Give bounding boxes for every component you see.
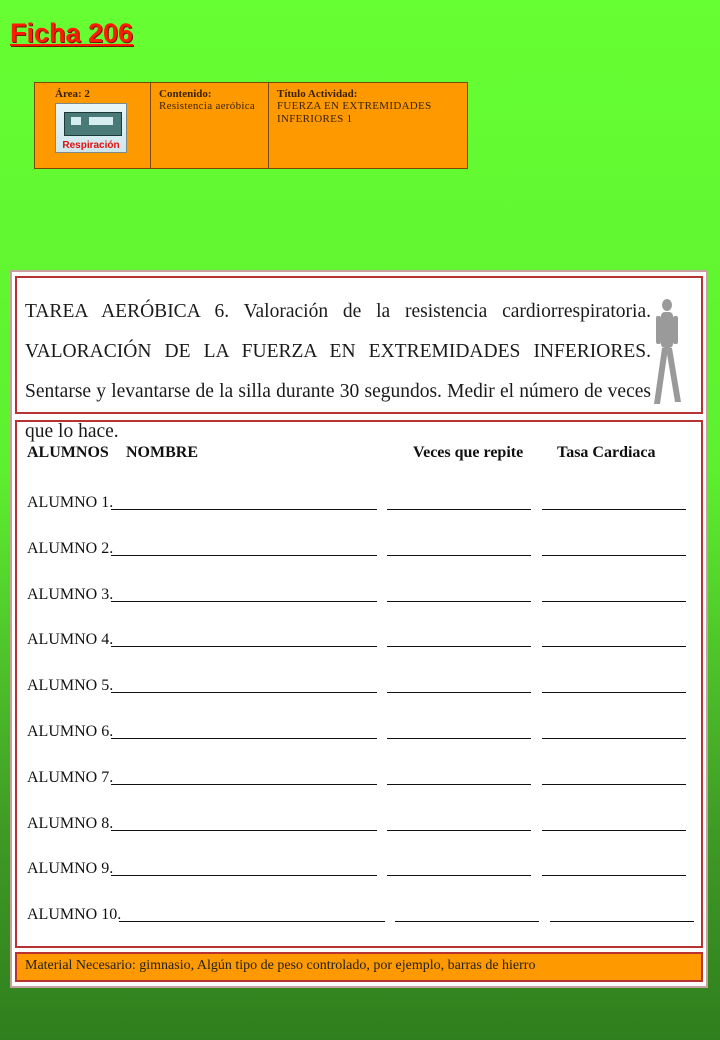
name-line[interactable]	[111, 555, 377, 556]
veces-line[interactable]	[387, 784, 531, 785]
veces-line[interactable]	[387, 601, 531, 602]
table-row	[27, 811, 691, 835]
student-label: ALUMNO 8.	[27, 814, 114, 832]
table-row	[27, 673, 691, 697]
veces-line[interactable]	[387, 830, 531, 831]
task-description-box	[15, 276, 703, 442]
student-label: ALUMNO 5.	[27, 677, 114, 695]
student-label: ALUMNO 3.	[27, 585, 114, 603]
worksheet	[10, 270, 708, 988]
tasa-line[interactable]	[542, 738, 686, 739]
table-row	[27, 582, 691, 606]
veces-line[interactable]	[387, 555, 531, 556]
contenido-cell	[151, 83, 269, 168]
student-label: ALUMNO 7.	[27, 768, 114, 786]
table-row	[27, 902, 691, 926]
student-label: ALUMNO 1.	[27, 494, 114, 511]
name-line[interactable]	[111, 830, 377, 831]
logo-text: Respiración	[62, 140, 120, 151]
name-line[interactable]	[111, 738, 377, 739]
tasa-line[interactable]	[542, 830, 686, 831]
table-row	[27, 627, 691, 651]
header-alumnos: ALUMNOS	[27, 444, 109, 461]
student-label: ALUMNO 10.	[27, 906, 122, 924]
tasa-line[interactable]	[542, 509, 686, 510]
tasa-line[interactable]	[550, 921, 694, 922]
area-label: Área: 2	[55, 88, 90, 100]
task-description: TAREA AERÓBICA 6. Valoración de la resistencia cardiorrespiratoria. VALORACIÓN DE LA FUERZA EN EXTREMIDADES INFERIORES. Sentarse y levantarse de la silla durante 30 segundos. Medir el número de veces que lo hace.	[25, 301, 651, 442]
tasa-line[interactable]	[542, 601, 686, 602]
table-row	[27, 856, 691, 880]
student-label: ALUMNO 2.	[27, 539, 114, 557]
titulo-label: Título Actividad:	[277, 88, 358, 100]
respiracion-logo	[55, 103, 127, 153]
page-title: Ficha 206	[10, 18, 134, 48]
veces-line[interactable]	[387, 509, 531, 510]
students-table	[15, 420, 703, 948]
table-header	[27, 444, 691, 464]
name-line[interactable]	[119, 921, 385, 922]
table-row	[27, 490, 691, 514]
name-line[interactable]	[111, 646, 377, 647]
name-line[interactable]	[111, 875, 377, 876]
veces-line[interactable]	[387, 692, 531, 693]
veces-line[interactable]	[395, 921, 539, 922]
name-line[interactable]	[111, 692, 377, 693]
table-row	[27, 536, 691, 560]
tasa-line[interactable]	[542, 875, 686, 876]
name-line[interactable]	[111, 509, 377, 510]
veces-line[interactable]	[387, 646, 531, 647]
activity-info-box	[34, 82, 468, 169]
area-cell	[35, 83, 151, 168]
header-tasa: Tasa Cardiaca	[557, 444, 656, 461]
titulo-value: FUERZA EN EXTREMIDADES INFERIORES 1	[277, 100, 432, 125]
walking-figure-icon	[647, 296, 687, 408]
veces-line[interactable]	[387, 738, 531, 739]
contenido-value: Resistencia aeróbica	[159, 100, 256, 112]
name-line[interactable]	[111, 601, 377, 602]
student-label: ALUMNO 9.	[27, 860, 114, 878]
name-line[interactable]	[111, 784, 377, 785]
veces-line[interactable]	[387, 875, 531, 876]
header-veces: Veces que repite	[413, 444, 524, 461]
tasa-line[interactable]	[542, 555, 686, 556]
student-label: ALUMNO 6.	[27, 723, 114, 740]
tasa-line[interactable]	[542, 784, 686, 785]
tasa-line[interactable]	[542, 646, 686, 647]
student-label: ALUMNO 4.	[27, 631, 114, 649]
train-icon	[64, 112, 122, 136]
contenido-label: Contenido:	[159, 88, 212, 100]
header-nombre: NOMBRE	[126, 444, 198, 461]
titulo-cell	[269, 83, 467, 168]
material-bar: Material Necesario: gimnasio, Algún tipo de peso controlado, por ejemplo, barras de hierro	[15, 952, 703, 982]
table-row	[27, 719, 691, 743]
table-row	[27, 765, 691, 789]
tasa-line[interactable]	[542, 692, 686, 693]
